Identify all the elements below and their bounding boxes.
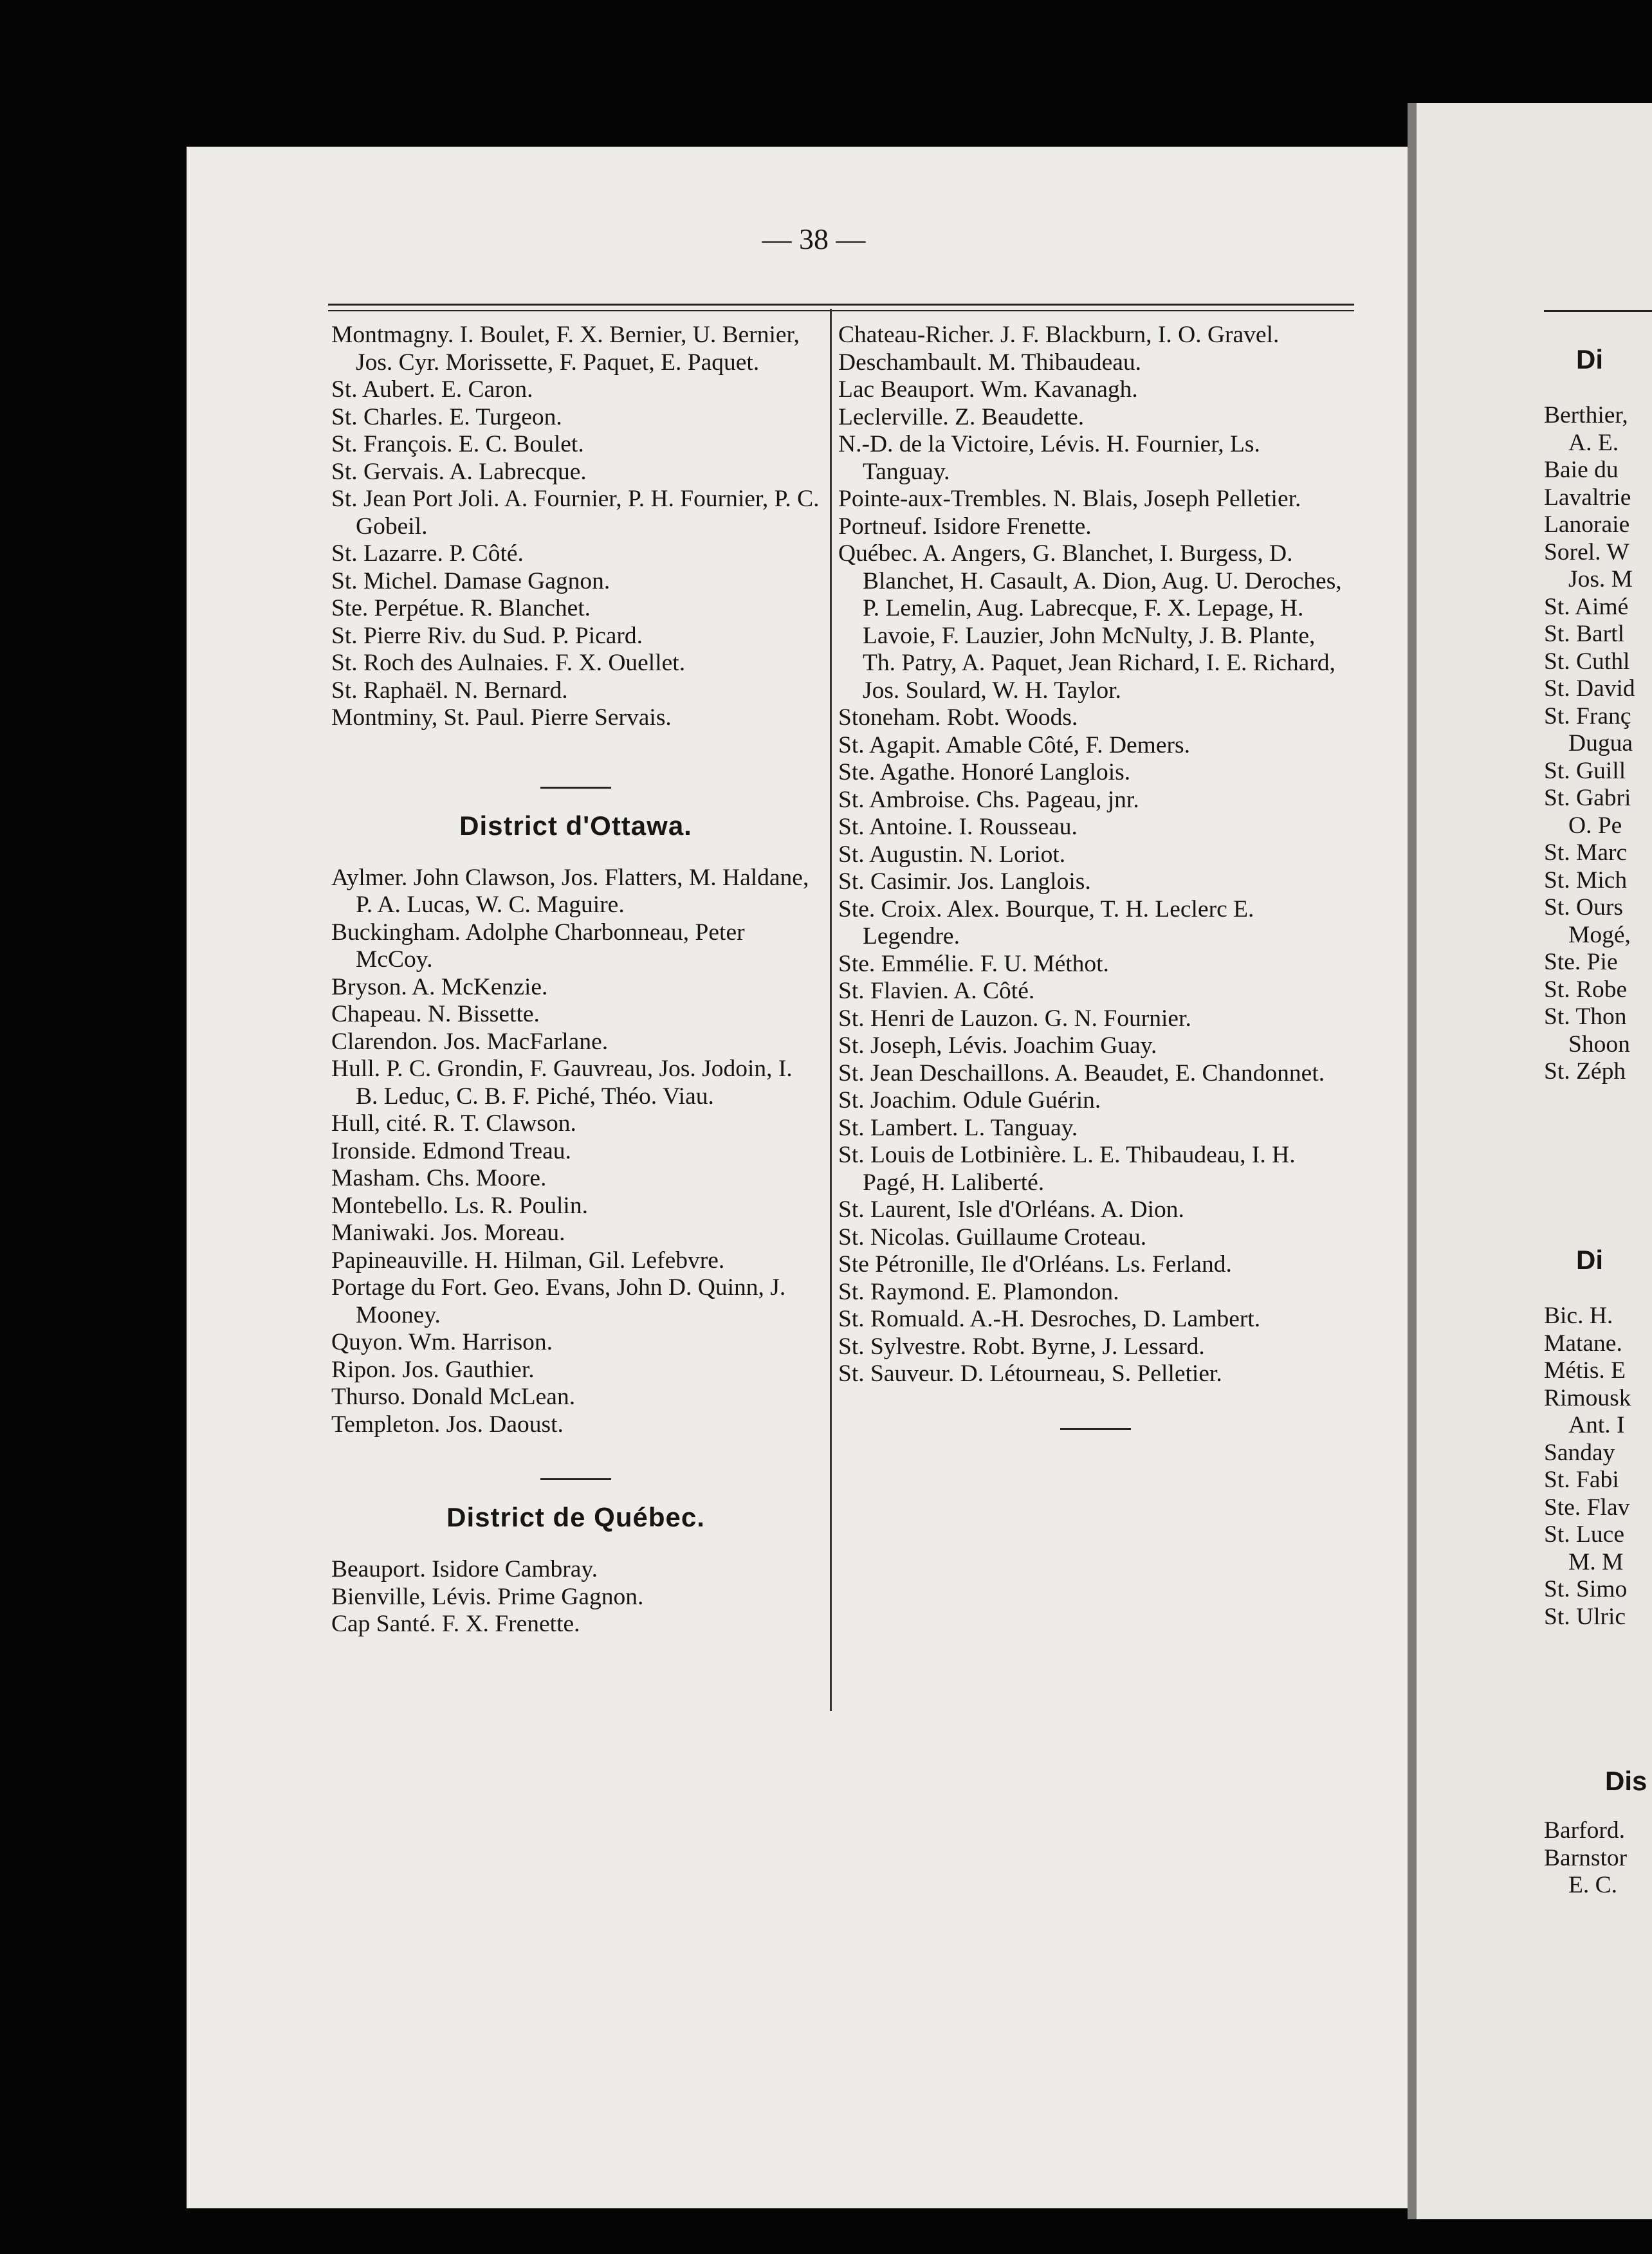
directory-entry: St. Raphaël. N. Bernard. [331, 677, 568, 704]
section-divider [540, 787, 611, 789]
directory-entry: St. Michel. Damase Gagnon. [331, 567, 610, 594]
directory-entry: St. Roch des Aulnaies. F. X. Ouellet. [331, 650, 686, 676]
next-page-list-3 [1544, 1817, 1627, 1900]
directory-entry: Ste. Croix. Alex. Bourque, T. H. Leclerc E. Legendre. [838, 895, 1254, 949]
directory-entry: Chapeau. N. Bissette. [331, 1001, 540, 1027]
directory-entry: Montminy, St. Paul. Pierre Servais. [331, 704, 672, 731]
next-page-list-1 [1544, 402, 1635, 1086]
directory-entry: St. Gervais. A. Labrecque. [331, 458, 587, 485]
top-rule [328, 304, 1354, 306]
directory-entry: Clarendon. Jos. MacFarlane. [331, 1028, 609, 1055]
district-heading-ottawa: District d'Ottawa. [459, 810, 692, 841]
directory-entry: St. Antoine. I. Rousseau. [838, 814, 1078, 840]
directory-entry: Lac Beauport. Wm. Kavanagh. [838, 376, 1138, 403]
entry-list [331, 865, 820, 1439]
directory-entry: Berthier, [1544, 402, 1628, 428]
directory-entry: St. Henri de Lauzon. G. N. Fournier. [838, 1005, 1191, 1032]
next-page-rule [1544, 310, 1652, 312]
directory-entry: Stoneham. Robt. Woods. [838, 704, 1078, 731]
directory-entry: St. Romuald. A.-H. Desroches, D. Lambert. [838, 1306, 1261, 1332]
directory-entry: O. Pe [1568, 812, 1622, 839]
directory-entry: Portage du Fort. Geo. Evans, John D. Quinn, J. Mooney. [331, 1274, 786, 1328]
directory-entry: St. Mich [1544, 866, 1628, 893]
directory-entry: St. Gabri [1544, 785, 1631, 811]
directory-entry: Aylmer. John Clawson, Jos. Flatters, M. Haldane, P. A. Lucas, W. C. Maguire. [331, 864, 809, 918]
directory-entry: St. Thon [1544, 1003, 1627, 1030]
directory-entry: Ste. Pie [1544, 949, 1618, 975]
directory-entry: Bic. H. [1544, 1303, 1613, 1329]
directory-entry: St. Robe [1544, 976, 1628, 1003]
directory-entry: Lavaltrie [1544, 484, 1631, 511]
directory-entry: Bryson. A. McKenzie. [331, 973, 548, 1000]
directory-entry: St. Aimé [1544, 593, 1629, 620]
directory-entry: St. Jean Deschaillons. A. Beaudet, E. Chandonnet. [838, 1059, 1325, 1086]
directory-entry: Jos. M [1568, 566, 1633, 592]
next-page-heading-2: Di [1576, 1245, 1603, 1275]
directory-entry: St. Augustin. N. Loriot. [838, 841, 1066, 868]
directory-entry: Ste. Flav [1544, 1494, 1630, 1521]
directory-entry: Ste. Emmélie. F. U. Méthot. [838, 950, 1109, 977]
entry-list [838, 322, 1353, 1388]
directory-entry: St. Luce [1544, 1521, 1624, 1548]
entry-list [331, 1556, 820, 1638]
section-divider [540, 1478, 611, 1480]
directory-entry: N.-D. de la Victoire, Lévis. H. Fournier, Ls. Tanguay. [838, 431, 1260, 485]
directory-entry: Sorel. W [1544, 538, 1629, 565]
directory-entry: Portneuf. Isidore Frenette. [838, 513, 1092, 540]
directory-entry: Montebello. Ls. R. Poulin. [331, 1192, 588, 1219]
directory-entry: Montmagny. I. Boulet, F. X. Bernier, U. Bernier, Jos. Cyr. Morissette, F. Paquet, E. Paquet. [331, 322, 800, 376]
directory-entry: St. Aubert. E. Caron. [331, 376, 533, 403]
directory-entry: St. Lazarre. P. Côté. [331, 540, 524, 567]
entry-list [331, 322, 820, 732]
directory-entry: Ripon. Jos. Gauthier. [331, 1356, 535, 1383]
directory-entry: Mogé, [1568, 921, 1631, 948]
directory-entry: St. Lambert. L. Tanguay. [838, 1114, 1078, 1141]
directory-entry: St. Casimir. Jos. Langlois. [838, 868, 1091, 895]
directory-entry: Bienville, Lévis. Prime Gagnon. [331, 1583, 644, 1610]
directory-entry: Ant. I [1568, 1412, 1625, 1438]
directory-entry: St. Ulric [1544, 1603, 1626, 1630]
directory-entry: Beauport. Isidore Cambray. [331, 1556, 598, 1582]
directory-entry: St. Jean Port Joli. A. Fournier, P. H. Fournier, P. C. Gobeil. [331, 486, 820, 540]
next-page-heading-3: Dis [1605, 1766, 1647, 1796]
section-divider [1060, 1428, 1131, 1430]
directory-entry: St. Sylvestre. Robt. Byrne, J. Lessard. [838, 1333, 1205, 1360]
next-page-list-2 [1544, 1303, 1631, 1631]
directory-entry: Masham. Chs. Moore. [331, 1165, 547, 1191]
directory-entry: Dugua [1568, 730, 1633, 756]
directory-entry: Maniwaki. Jos. Moreau. [331, 1220, 565, 1246]
directory-entry: Shoon [1568, 1031, 1630, 1058]
left-column [331, 322, 820, 1638]
directory-entry: Papineauville. H. Hilman, Gil. Lefebvre. [331, 1247, 725, 1274]
directory-entry: St. Charles. E. Turgeon. [331, 403, 562, 430]
directory-entry: St. Ours [1544, 894, 1623, 921]
next-page-heading-1: Di [1576, 344, 1603, 374]
directory-entry: Ste. Perpétue. R. Blanchet. [331, 595, 591, 621]
directory-entry: St. Nicolas. Guillaume Croteau. [838, 1223, 1147, 1251]
directory-entry: St. Bartl [1544, 621, 1625, 647]
directory-entry: Templeton. Jos. Daoust. [331, 1411, 564, 1438]
directory-entry: Hull. P. C. Grondin, F. Gauvreau, Jos. Jodoin, I. B. Leduc, C. B. F. Piché, Théo. Viau. [331, 1056, 793, 1110]
directory-entry: Leclerville. Z. Beaudette. [838, 403, 1085, 430]
directory-entry: Sanday [1544, 1439, 1615, 1466]
directory-entry: Pointe-aux-Trembles. N. Blais, Joseph Pelletier. [838, 486, 1301, 512]
directory-entry: Hull, cité. R. T. Clawson. [331, 1110, 576, 1137]
directory-entry: Ste Pétronille, Ile d'Orléans. Ls. Ferland. [838, 1251, 1232, 1278]
directory-entry: M. M [1568, 1548, 1624, 1575]
directory-entry: St. Marc [1544, 839, 1628, 866]
directory-entry: A. E. [1568, 429, 1619, 456]
directory-entry: Ironside. Edmond Treau. [331, 1137, 571, 1164]
directory-entry: St. Laurent, Isle d'Orléans. A. Dion. [838, 1196, 1184, 1223]
directory-entry: Cap Santé. F. X. Frenette. [331, 1611, 580, 1637]
directory-entry: St. Pierre Riv. du Sud. P. Picard. [331, 622, 643, 649]
directory-entry: Deschambault. M. Thibaudeau. [838, 349, 1142, 376]
directory-entry: Métis. E [1544, 1357, 1626, 1384]
directory-entry: St. Agapit. Amable Côté, F. Demers. [838, 731, 1190, 758]
directory-entry: St. Zéph [1544, 1058, 1626, 1085]
page-number: — 38 — [762, 223, 866, 255]
directory-entry: St. Joachim. Odule Guérin. [838, 1087, 1101, 1113]
directory-entry: Québec. A. Angers, G. Blanchet, I. Burgess, D. Blanchet, H. Casault, A. Dion, Aug. U. Deroches, P. Lemelin, Aug. Labrecque, F. X. Lepage, H. Lavoie, F. Lauzier, John McNulty, J. B. Plante, Th. Patry, A. Paquet, Jean Richard, I. E. Richard, Jos. Soulard, W. H. Taylor. [838, 540, 1342, 704]
directory-entry: St. Flavien. A. Côté. [838, 978, 1035, 1004]
directory-entry: St. Franç [1544, 702, 1631, 729]
directory-entry: St. Louis de Lotbinière. L. E. Thibaudeau, I. H. Pagé, H. Laliberté. [838, 1142, 1296, 1196]
directory-entry: Lanoraie [1544, 511, 1630, 538]
directory-entry: Ste. Agathe. Honoré Langlois. [838, 759, 1131, 785]
directory-entry: Thurso. Donald McLean. [331, 1384, 576, 1410]
directory-entry: E. C. [1568, 1872, 1618, 1898]
directory-entry: Barnstor [1544, 1844, 1628, 1871]
directory-entry: St. Raymond. E. Plamondon. [838, 1278, 1119, 1305]
directory-entry: Chateau-Richer. J. F. Blackburn, I. O. Gravel. [838, 322, 1280, 348]
directory-entry: Barford. [1544, 1817, 1625, 1844]
directory-entry: Rimousk [1544, 1384, 1631, 1411]
page-fold [1408, 103, 1417, 2219]
right-column [838, 322, 1353, 1430]
directory-entry: Buckingham. Adolphe Charbonneau, Peter McCoy. [331, 919, 745, 973]
directory-entry: St. Guill [1544, 757, 1626, 784]
directory-entry: St. David [1544, 675, 1635, 702]
directory-entry: Matane. [1544, 1330, 1622, 1357]
directory-entry: St. Fabi [1544, 1467, 1619, 1493]
column-separator [830, 309, 832, 1711]
directory-entry: St. Sauveur. D. Létourneau, S. Pelletier. [838, 1361, 1222, 1387]
top-rule-double [328, 310, 1354, 311]
directory-entry: St. Simo [1544, 1576, 1628, 1602]
directory-entry: St. François. E. C. Boulet. [331, 431, 584, 457]
directory-entry: St. Cuthl [1544, 648, 1630, 675]
directory-entry: St. Ambroise. Chs. Pageau, jnr. [838, 786, 1139, 813]
district-heading-quebec: District de Québec. [446, 1502, 705, 1532]
directory-entry: St. Joseph, Lévis. Joachim Guay. [838, 1032, 1157, 1059]
directory-entry: Baie du [1544, 457, 1619, 483]
directory-entry: Quyon. Wm. Harrison. [331, 1329, 553, 1355]
